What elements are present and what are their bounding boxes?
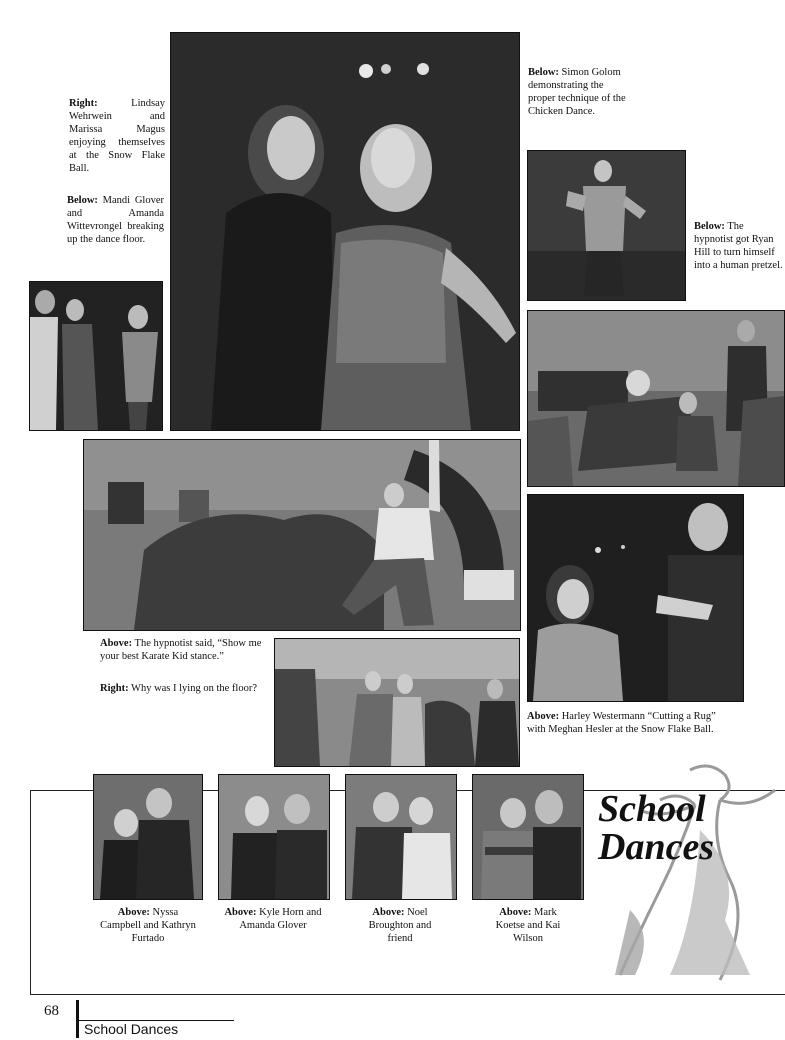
caption-text: Lindsay Wehrwein and Marissa Magus enjoying themselves at the Snow Flake Ball. (69, 98, 165, 174)
caption-text: Simon Golom demonstrating the proper technique of the Chicken Dance. (528, 67, 626, 117)
caption-karate (100, 637, 268, 663)
caption-text: Harley Westermann “Cutting a Rug” with Meghan Hesler at the Snow Flake Ball. (527, 711, 716, 735)
caption-label: Above: (224, 907, 257, 918)
caption-label: Above: (527, 711, 560, 722)
portrait-caption-4 (484, 906, 572, 945)
photo-simon-chicken-dance (527, 150, 686, 301)
caption-label: Above: (100, 638, 133, 649)
caption-text: Mandi Glover and Amanda Wittevrongel breaking up the dance floor. (67, 195, 164, 245)
section-title-line2: Dances (598, 826, 715, 868)
photo-hypnotist-pretzel (527, 310, 785, 487)
portrait-photo-2 (218, 774, 330, 900)
caption-label: Above: (372, 907, 405, 918)
caption-text: Nyssa Campbell and Kathryn Furtado (100, 907, 196, 944)
footer-section-name: School Dances (84, 1021, 179, 1037)
photo-karate-kid (83, 439, 521, 631)
caption-label: Above: (117, 907, 150, 918)
portrait-photo-3 (345, 774, 457, 900)
caption-floor (100, 682, 266, 695)
page-number: 68 (44, 1003, 59, 1019)
photo-lindsay-marissa (170, 32, 520, 431)
caption-mandi-amanda (67, 194, 164, 246)
portrait-caption-1 (100, 906, 196, 945)
photo-mandi-amanda (29, 281, 163, 431)
caption-text: Mark Koetse and Kai Wilson (495, 907, 561, 944)
portrait-photo-4 (472, 774, 584, 900)
section-title-line1: School (598, 788, 706, 830)
caption-ryan (694, 220, 784, 272)
caption-lindsay-marissa (69, 97, 165, 175)
caption-label: Right: (100, 683, 129, 694)
portrait-caption-3 (358, 906, 442, 945)
caption-label: Below: (67, 195, 98, 206)
portrait-caption-2 (224, 906, 322, 932)
photo-lying-on-floor (274, 638, 520, 767)
caption-text: The hypnotist said, “Show me your best Karate Kid stance.” (100, 638, 262, 662)
caption-text: Kyle Horn and Amanda Glover (239, 907, 322, 931)
caption-text: Noel Broughton and friend (368, 907, 432, 944)
caption-label: Below: (694, 221, 725, 232)
caption-label: Above: (499, 907, 532, 918)
caption-label: Below: (528, 67, 559, 78)
photo-harley-meghan (527, 494, 744, 702)
section-title (598, 790, 778, 866)
caption-label: Right: (69, 98, 98, 109)
footer-divider-bar (76, 1000, 79, 1038)
portrait-photo-1 (93, 774, 203, 900)
caption-simon (528, 66, 626, 118)
caption-text: The hypnotist got Ryan Hill to turn himself into a human pretzel. (694, 221, 783, 271)
caption-harley (527, 710, 727, 736)
caption-text: Why was I lying on the floor? (131, 683, 258, 694)
